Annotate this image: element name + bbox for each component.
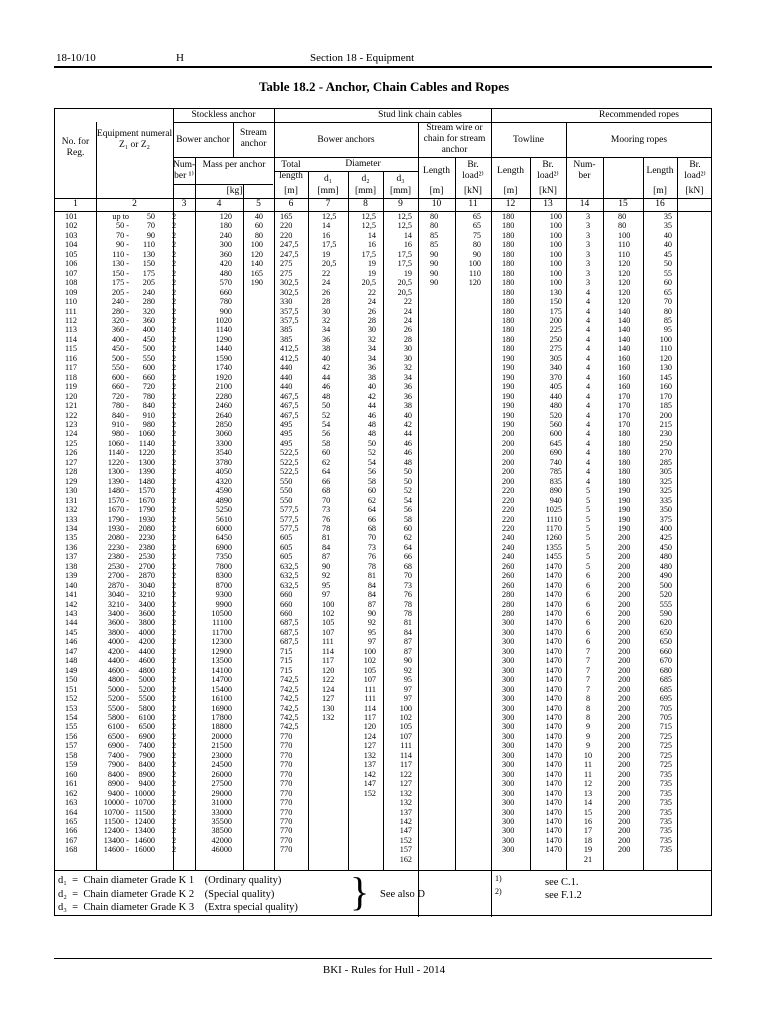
z-from-column: up to 50 - 70 - 90 - 110 - 130 - 150 - 175 - 205 - 240 - 280 - 320 - 360 - 400 - 450 - 500 - 550 - 600 - 660 - 720 - 780 - 840 - 910 - 980 - 1060 - 1140 - 1220 - 1300 - 1390 - 1480 - 1570 - 1670 - 1790 - 1930 - 2080 - 2230 - 2380 - 2530 - 2700 - 2870 - 3040 - 3210 - 3400 - 3600 - 3800 - 4000 - 4200 - 4400 - 4600 - 4800 - 5000 - 5200 - 5500 - 5800 - 6100 - 6500 - 6900 - 7400 - 7900 - 8400 - 8900 - 9400 - 10000 - 10700 - 11500 - 12400 - 13400 - 14600 -	[103, 212, 129, 855]
col-line	[383, 171, 384, 870]
col-number: 1	[73, 199, 78, 209]
col-number: 15	[618, 199, 628, 209]
col-number: 12	[505, 199, 516, 209]
tow-length-column: 180 180 180 180 180 180 180 180 180 180 180 180 180 180 180 190 190 190 190 190 190 190 190 200 200 200 200 200 200 220 220 220 220 220 240 240 240 260 260 260 280 280 280 300 300 300 300 300 300 300 300 300 300 300 300 300 300 300 300 300 300 300 300 300 300 300 300 300	[502, 212, 515, 855]
col-number: 10	[431, 199, 442, 209]
diameter-header: Diameter	[345, 159, 381, 169]
col-line	[96, 122, 97, 870]
col-line	[455, 157, 456, 870]
col-number: 4	[216, 199, 222, 209]
unit-mm: [mm]	[317, 186, 339, 196]
d3-column: 12,5 12,5 14 16 17,5 17,5 19 20,5 20,5 22 24 24 26 28 30 30 32 34 36 36 38 40 42 44 46 46 48 50 50 52 54 56 58 60 62 64 66 68 70 73 76 78 78 81 84 87 87 90 92 95 97 97 100 102 105 107 111 114 117 122 127 132 132 137 142 147 152 157 162	[397, 212, 412, 864]
bower-mass-column: 120 180 240 300 360 420 480 570 660 780 900 1020 1140 1290 1440 1590 1740 1920 2100 2280 2460 2640 2850 3060 3300 3540 3780 4050 4320 4590 4890 5250 5610 6000 6450 6900 7350 7800 8300 8700 9300 9900 10500 11100 11700 12300 12900 13500 14100 14700 15400 16100 16900 17800 18800 20000 21500 23000 24500 26000 27500 29000 31000 33000 35500 38500 42000 46000	[211, 212, 232, 855]
page-header	[0, 0, 768, 70]
stream-length-column: 80 80 85 85 90 90 90 90	[430, 212, 439, 288]
tow-br-load-column: 100 100 100 100 100 100 100 100 130 150 175 200 225 250 275 305 340 370 405 440 480 520 560 600 645 690 740 785 835 890 940 1025 1110 1170 1260 1355 1455 1470 1470 1470 1470 1470 1470 1470 1470 1470 1470 1470 1470 1470 1470 1470 1470 1470 1470 1470 1470 1470 1470 1470 1470 1470 1470 1470 1470 1470 1470 1470	[545, 212, 562, 855]
d2-column: 12,5 12,5 14 16 17,5 19 19 20,5 22 24 26 28 30 32 34 34 36 38 40 42 44 46 48 48 50 52 54 56 58 60 62 64 66 68 70 73 76 78 81 84 84 87 90 92 95 97 100 102 105 107 111 111 114 117 120 124 127 132 137 142 147 152	[361, 212, 376, 798]
stream-br-load-header: Br. load²⁾	[462, 160, 484, 181]
anchor-number-column: 2 2 2 2 2 2 2 2 2 2 2 2 2 2 2 2 2 2 2 2 2 2 2 2 2 2 2 2 2 2 2 2 2 2 2 2 2 2 2 2 2 2 2 2 2 2 2 2 2 2 2 2 2 2 2 2 2 2 2 2 2 2 2 2 2 2 2 2	[172, 212, 177, 855]
row-line	[173, 157, 712, 158]
unit-mm: [mm]	[354, 186, 377, 196]
number-header: Num- ber ¹⁾	[173, 160, 196, 181]
col-number: 16	[655, 199, 665, 209]
col-line	[243, 184, 244, 870]
unit-kn: [kN]	[464, 186, 482, 196]
row-line	[173, 184, 273, 185]
d2-header: d₂	[361, 174, 370, 184]
col-number: 8	[363, 199, 368, 209]
see-also-d: See also D	[380, 889, 425, 900]
mass-header: Mass per anchor	[202, 160, 266, 170]
col-line	[274, 109, 275, 870]
group-stud-link-chain: Stud link chain cables	[378, 110, 462, 120]
col-line	[308, 171, 309, 870]
footer-rule	[54, 958, 712, 959]
col-number: 11	[468, 199, 478, 209]
equipment-numeral-header: Equipment numeral Z₁ or Z₂	[96, 129, 173, 150]
stream-mass-column: 40 60 80 100 120 140 165 190	[250, 212, 263, 288]
total-length-header: Total length	[279, 160, 303, 181]
footnote-1-text: see C.1.	[545, 877, 579, 888]
no-for-reg-header: No. for Reg.	[61, 137, 90, 158]
section-letter: H	[176, 52, 184, 64]
col-number: 6	[288, 199, 294, 209]
stream-wire-header: Stream wire or chain for stream anchor	[423, 123, 486, 155]
tow-br-load-header: Br. load²⁾	[537, 160, 559, 181]
col-line	[566, 122, 567, 870]
footnote-d2: d₂ = Chain diameter Grade K 2 (Special quality)	[58, 889, 275, 900]
mooring-ropes-header: Mooring ropes	[610, 135, 668, 145]
unit-kn: [kN]	[685, 186, 704, 196]
group-stockless-anchor: Stockless anchor	[191, 110, 256, 120]
reg-number-column: 101 102 103 104 105 106 107 108 109 110 111 112 113 114 115 116 117 118 119 120 121 122 123 124 125 126 127 128 129 130 131 132 133 134 135 136 137 138 139 140 141 142 143 144 145 146 147 148 149 150 151 152 153 154 155 156 157 158 159 160 161 162 163 164 165 166 167 168	[65, 212, 78, 855]
col-number: 2	[132, 199, 137, 209]
col-line	[348, 171, 349, 870]
bower-anchor-header: Bower anchor	[176, 135, 230, 145]
stream-anchor-header: Stream anchor	[240, 128, 267, 149]
col-line	[491, 109, 492, 917]
unit-kn: [kN]	[539, 186, 557, 196]
d3-header: d₃	[396, 174, 405, 184]
section-title: Section 18 - Equipment	[310, 52, 415, 64]
moor-br-load-header: Br. load²⁾	[684, 160, 706, 181]
col-number: 3	[181, 199, 187, 209]
bower-anchors-header: Bower anchors	[317, 135, 375, 145]
header-rule	[54, 66, 712, 68]
unit-m: [m]	[503, 186, 518, 196]
stream-br-load-column: 65 65 75 80 90 100 110 120	[468, 212, 481, 288]
page-footer: BKI - Rules for Hull - 2014	[322, 964, 446, 976]
page-number: 18-10/10	[56, 52, 96, 64]
col-line	[195, 157, 196, 870]
unit-mm: [mm]	[389, 186, 412, 196]
footnote-2-mark: 2)	[495, 887, 502, 896]
footnote-d1: d₁ = Chain diameter Grade K 1 (Ordinary quality)	[58, 875, 282, 886]
moor-length-header: Length	[646, 166, 674, 176]
d1-header: d₁	[323, 174, 333, 184]
unit-m: [m]	[653, 186, 667, 196]
moor-br-load-column: 35 35 40 40 45 50 55 60 65 70 80 85 95 100 110 120 130 145 160 170 185 200 215 230 250 270 285 305 325 325 335 350 375 400 425 450 480 480 490 500 520 555 590 620 650 650 660 670 680 685 685 695 705 705 715 725 725 725 725 735 735 735 735 735 735 735 735 735	[659, 212, 672, 855]
col-number: 13	[543, 199, 553, 209]
d1-column: 12,5 14 16 17,5 19 20,5 22 24 26 28 30 32 34 36 38 40 42 44 46 48 50 52 54 56 58 60 62 64 66 68 70 73 76 78 81 84 87 90 92 95 97 100 102 105 107 111 114 117 120 122 124 127 130 132	[322, 212, 337, 723]
unit-m: [m]	[284, 186, 298, 196]
col-line	[418, 122, 419, 917]
unit-kg: [kg]	[226, 186, 243, 196]
moor-length-column: 80 80 100 110 110 120 120 120 120 120 140 140 140 140 140 160 160 160 160 170 170 170 170 180 180 180 180 180 180 190 190 190 190 190 200 200 200 200 200 200 200 200 200 200 200 200 200 200 200 200 200 200 200 200 200 200 200 200 200 200 200 200 200 200 200 200 200 200	[618, 212, 631, 855]
brace-symbol: }	[350, 869, 370, 914]
col-line	[603, 157, 604, 870]
group-recommended-ropes: Recommended ropes	[599, 110, 679, 120]
table-title: Table 18.2 - Anchor, Chain Cables and Ropes	[258, 79, 510, 94]
z-to-column: 50 70 90 110 130 150 175 205 240 280 320 360 400 450 500 550 600 660 720 780 840 910 980 1060 1140 1220 1300 1390 1480 1570 1670 1790 1930 2080 2230 2380 2530 2700 2870 3040 3210 3400 3600 3800 4000 4200 4400 4600 4800 5000 5200 5500 5800 6100 6500 6900 7400 7900 8400 8900 9400 10000 10700 11500 12400 13400 14600 16000	[134, 212, 155, 855]
stream-length-header: Length	[423, 166, 450, 176]
col-number: 5	[256, 199, 261, 209]
footnote-2-text: see F.1.2	[545, 890, 582, 901]
col-number: 7	[325, 199, 331, 209]
col-number: 14	[579, 199, 590, 209]
col-line	[643, 157, 644, 870]
col-number: 9	[398, 199, 403, 209]
towline-header: Towline	[513, 135, 544, 145]
unit-m: [m]	[429, 186, 444, 196]
moor-number-column: 3 3 3 3 3 3 3 3 4 4 4 4 4 4 4 4 4 4 4 4 4 4 4 4 4 4 4 4 4 5 5 5 5 5 5 5 5 5 6 6 6 6 6 6 6 6 7 7 7 7 7 8 8 8 9 9 9 10 11 11 12 13 14 15 16 17 18 19 21	[583, 212, 593, 864]
moor-number-header: Num- ber	[573, 160, 596, 181]
footnote-1-mark: 1)	[495, 874, 502, 883]
col-line	[677, 157, 678, 870]
total-length-column: 165 220 220 247,5 247,5 275 275 302,5 302,5 330 357,5 357,5 385 385 412,5 412,5 440 440 440 467,5 467,5 467,5 495 495 495 522,5 522,5 522,5 550 550 550 577,5 577,5 577,5 605 605 605 632,5 632,5 632,5 660 660 660 687,5 687,5 687,5 715 715 715 742,5 742,5 742,5 742,5 742,5 742,5 770 770 770 770 770 770 770 770 770 770 770 770 770	[280, 212, 299, 855]
footnote-d3: d₃ = Chain diameter Grade K 3 (Extra special quality)	[58, 902, 298, 913]
row-line	[55, 870, 712, 871]
col-line	[530, 157, 531, 870]
tow-length-header: Length	[497, 166, 524, 176]
